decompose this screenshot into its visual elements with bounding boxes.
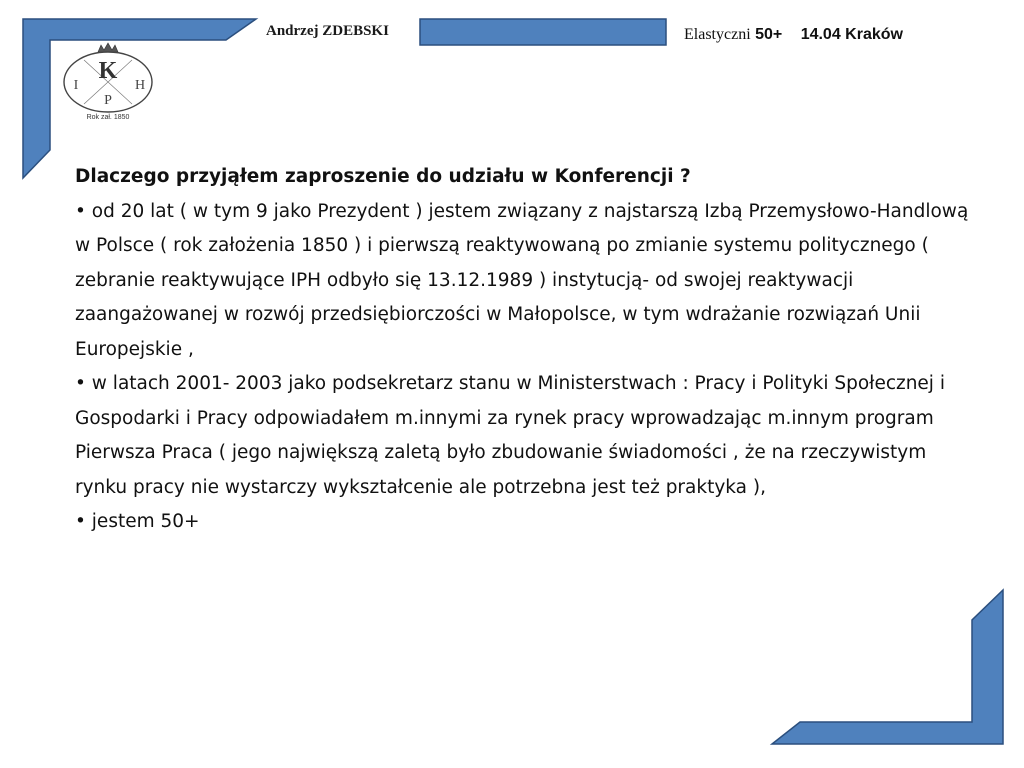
logo-letter-h: H xyxy=(134,78,146,93)
slide-content xyxy=(75,160,975,540)
bullet-item: • w latach 2001- 2003 jako podsekretarz stanu w Ministerstwach : Pracy i Polityki Społecznej i Gospodarki i Pracy odpowiadałem m.innymi za rynek pracy wprowadzając m.innym program Pierwsza Praca ( jego największą zaletą było zbudowanie świadomości , że na rzeczywistym rynku pracy nie wystarczy wykształcenie ale potrzebna jest też praktyka ), xyxy=(75,373,945,498)
event-name: Elastyczni xyxy=(684,26,751,43)
event-date: 14.04 Kraków xyxy=(800,26,903,43)
bottom-right-corner-frame xyxy=(772,590,1003,744)
logo-letter-p: P xyxy=(104,93,112,108)
header-bar xyxy=(420,19,666,45)
logo-letter-k: K xyxy=(98,58,118,84)
logo-caption: Rok zał. 1850 xyxy=(86,114,130,121)
slide-question: Dlaczego przyjąłem zaproszenie do udziału w Konferencji ? xyxy=(75,166,691,187)
crown-icon xyxy=(98,43,118,52)
bullet-item: • od 20 lat ( w tym 9 jako Prezydent ) jestem związany z najstarszą Izbą Przemysłowo-Handlową w Polsce ( rok założenia 1850 ) i pierwszą reaktywowaną po zmianie systemu politycznego ( zebranie reaktywujące IPH odbyło się 13.12.1989 ) instytucją- od swojej reaktywacji zaangażowanej w rozwój przedsiębiorczości w Małopolsce, w tym wdrażanie rozwiązań Unii Europejskie , xyxy=(75,200,969,360)
iph-logo xyxy=(58,42,158,122)
event-age: 50+ xyxy=(755,26,783,43)
event-label xyxy=(684,26,903,44)
author-name: Andrzej ZDEBSKI xyxy=(266,23,389,39)
logo-letter-i: I xyxy=(73,78,79,93)
bullet-item: • jestem 50+ xyxy=(75,511,200,532)
